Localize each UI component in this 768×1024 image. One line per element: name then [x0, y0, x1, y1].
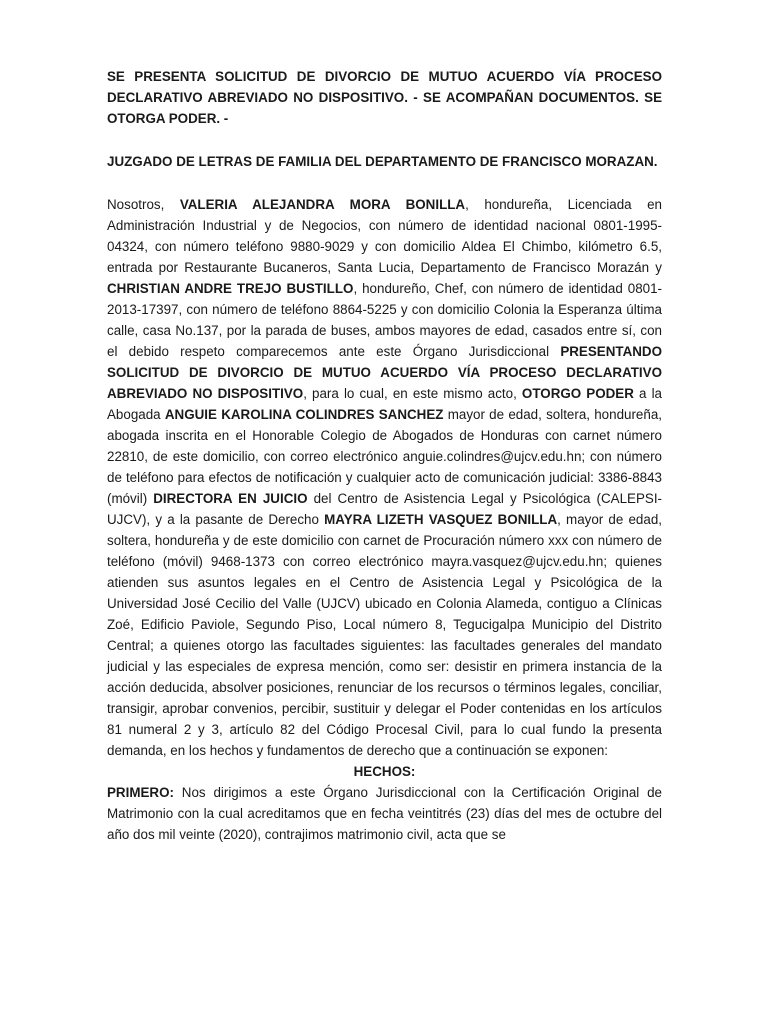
intro-text: , para lo cual, en este mismo acto, — [303, 386, 522, 401]
petitioner-name: VALERIA ALEJANDRA MORA BONILLA — [179, 197, 466, 212]
power-granted: OTORGO PODER — [521, 386, 634, 401]
fact-primero — [107, 782, 662, 845]
document-title: SE PRESENTA SOLICITUD DE DIVORCIO DE MUTUO ACUERDO VÍA PROCESO DECLARATIVO ABREVIADO NO DISPOSITIVO. - SE ACOMPAÑAN DOCUMENTOS. SE OTORGA PODER. - — [107, 69, 662, 126]
intro-text: , mayor de edad, soltera, hondureña y de este domicilio con carnet de Procuración número xxx con número de teléfono (móvil) 9468-1373 con correo electrónico mayra.vasquez@ujcv.edu.hn; quienes atienden sus asuntos legales en el Centro de Asistencia Legal y Psicológica de la Universidad José Cecilio del Valle (UJCV) ubicado en Colonia Alameda, contiguo a Clínicas Zoé, Edificio Paviole, Segundo Piso, Local número 8, Tegucigalpa Municipio del Distrito Central; a quienes otorgo las facultades siguientes: las facultades generales del mandato judicial y las especiales de expresa mención, como ser: desistir en primera instancia de la acción deducida, absolver posiciones, renunciar de los recursos o términos legales, conciliar, transigir, aprobar convenios, percibir, sustituir y delegar el Poder contenidas en los artículos 81 numeral 2 y 3, artículo 82 del Código Procesal Civil, para lo cual fundo la presenta demanda, en los hechos y fundamentos de derecho que a continuación se exponen: — [107, 512, 662, 758]
fact-text: Nos dirigimos a este Órgano Jurisdiccional con la Certificación Original de Matrimonio con la cual acreditamos que en fecha veintitrés (23) días del mes de octubre del año dos mil veinte (2020), contrajimos matrimonio civil, acta que se — [107, 785, 662, 842]
intro-text: , hondureño, Chef, con número de identidad 0801-2013-17397, con número de teléfono 8864-5225 y con domicilio Colonia la Esperanza última calle, casa No.137, por la parada de buses, ambos mayores de edad, casados entre sí, con el debido respeto comparecemos ante este Órgano Jurisdiccional — [107, 281, 662, 359]
fact-label: PRIMERO: — [107, 785, 174, 800]
court-name: JUZGADO DE LETRAS DE FAMILIA DEL DEPARTAMENTO DE FRANCISCO MORAZAN. — [107, 154, 658, 169]
attorney-role: DIRECTORA EN JUICIO — [153, 491, 308, 506]
attorney-name: ANGUIE KAROLINA COLINDRES SANCHEZ — [164, 407, 444, 422]
hechos-heading: HECHOS: — [353, 764, 416, 779]
intro-text: Nosotros, — [107, 197, 180, 212]
intro-text: , hondureña, Licenciada en Administración Industrial y de Negocios, con número de identidad nacional 0801-1995-04324, con número teléfono 9880-9029 y con domicilio Aldea El Chimbo, kilómetro 6.5, entrada por Restaurante Bucaneros, Santa Lucia, Departamento de Francisco Morazán y — [107, 197, 663, 275]
intro-paragraph — [107, 194, 662, 761]
intro-text: a la Abogada — [107, 386, 662, 422]
petitioner-name: CHRISTIAN ANDRE TREJO BUSTILLO — [107, 281, 354, 296]
intro-text: mayor de edad, soltera, hondureña, abogada inscrita en el Honorable Colegio de Abogados de Honduras con carnet número 22810, de este domicilio, con correo electrónico anguie.colindres@ujcv.edu.hn; con número de teléfono para efectos de notificación y cualquier acto de comunicación judicial: 3386-8843 (móvil) — [107, 407, 662, 506]
request-title: PRESENTANDO SOLICITUD DE DIVORCIO DE MUTUO ACUERDO VÍA PROCESO DECLARATIVO ABREVIADO NO DISPOSITIVO — [107, 344, 662, 401]
intro-text: del Centro de Asistencia Legal y Psicológica (CALEPSI-UJCV), y a la pasante de Derecho — [107, 491, 663, 527]
intern-name: MAYRA LIZETH VASQUEZ BONILLA — [324, 512, 558, 527]
